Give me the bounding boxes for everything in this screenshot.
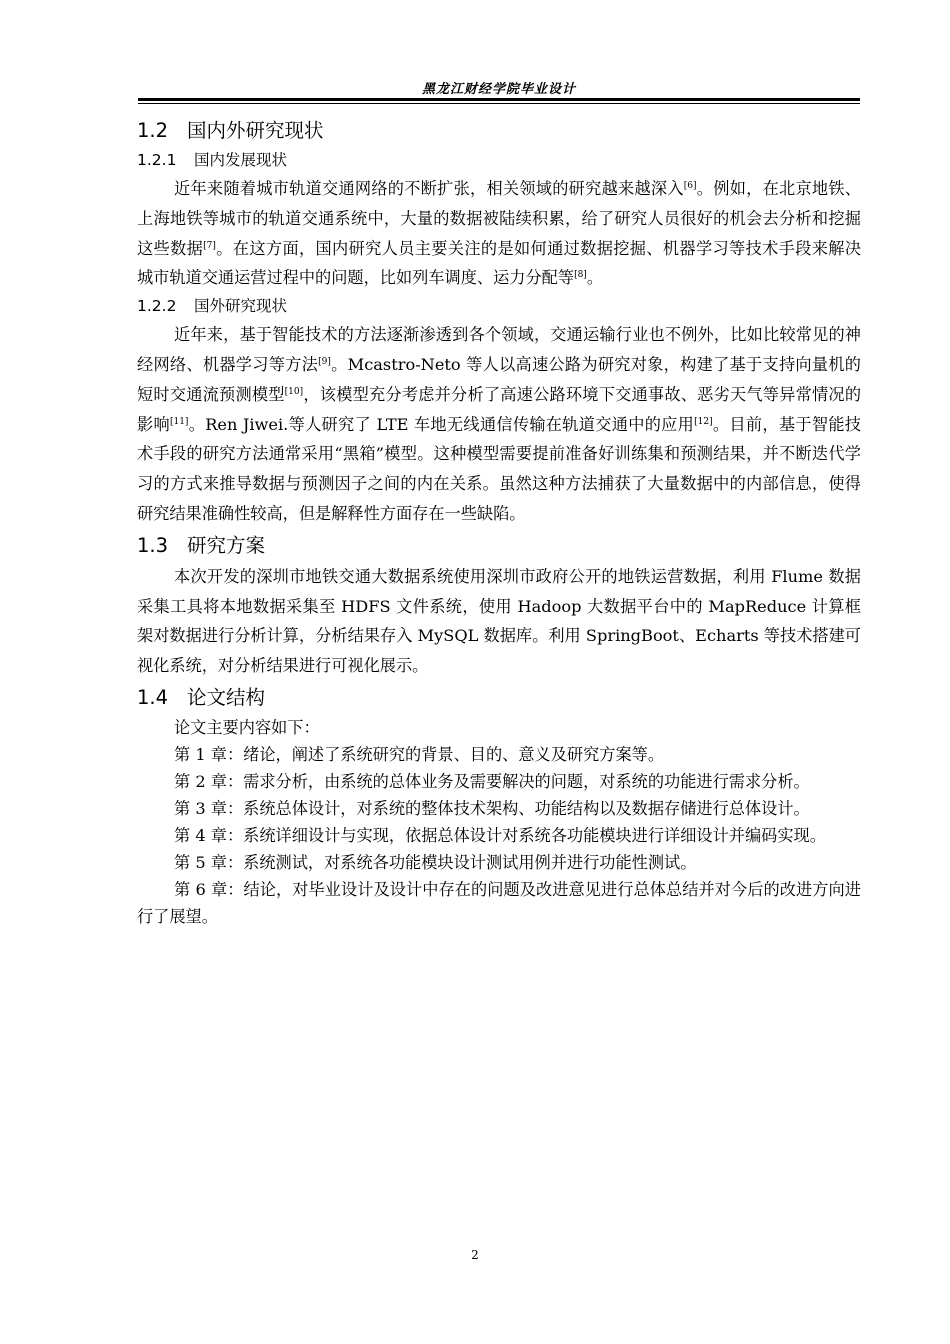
chapter-item: 第 5 章：系统测试，对系统各功能模块设计测试用例并进行功能性测试。 (174, 852, 697, 872)
section-number: 1.4 (137, 685, 169, 709)
paragraph-foreign (137, 320, 861, 529)
paragraph-research-plan: 本次开发的深圳市地铁交通大数据系统使用深圳市政府公开的地铁运营数据，利用 Flume 数据采集工具将本地数据采集至 HDFS 文件系统，使用 Hadoop 大数据平台中的 MapReduce 计算框架对数据进行分析计算，分析结果存入 MySQL 数据库。利用 SpringBoot、Echarts 等技术搭建可视化系统，对分析结果进行可视化展示。 (137, 566, 861, 676)
section-number: 1.3 (137, 533, 169, 557)
citation-ref: [8] (574, 270, 587, 281)
text-run: 。 (586, 268, 603, 288)
chapter-item: 第 2 章：需求分析，由系统的总体业务及需要解决的问题，对系统的功能进行需求分析。 (174, 771, 810, 791)
section-title: 研究方案 (187, 533, 266, 557)
text-run: 。Mcastro-Neto 等人以高速公路为研究对象，构建了基于支持向量机的短时交通流预测模型 (137, 354, 861, 404)
citation-ref: [10] (284, 386, 304, 397)
section-heading-1-2 (137, 114, 861, 147)
section-title: 国内发展现状 (194, 151, 288, 169)
citation-ref: [9] (318, 356, 331, 367)
section-number: 1.2 (137, 119, 169, 142)
text-run: 近年来随着城市轨道交通网络的不断扩张，相关领域的研究越来越深入 (174, 179, 684, 198)
section-title: 论文结构 (187, 685, 266, 709)
text-run: ，该模型充分考虑并分析了高速公路环境下交通事故、恶劣天气等异常情况的影响 (137, 384, 862, 434)
paragraph-structure-intro: 论文主要内容如下： (174, 717, 320, 737)
citation-ref: [7] (203, 240, 216, 251)
section-heading-1-2-1 (137, 147, 861, 174)
paragraph-domestic (137, 174, 861, 293)
section-heading-1-4 (137, 681, 861, 714)
citation-ref: [11] (169, 416, 189, 427)
body-content (137, 114, 861, 930)
chapter-item: 第 6 章：结论，对毕业设计及设计中存在的问题及改进意见进行总体总结并对今后的改进方向进行了展望。 (137, 879, 861, 926)
text-run: 。Ren Jiwei.等人研究了 LTE 车地无线通信传输在轨道交通中的应用 (188, 414, 695, 434)
section-heading-1-2-2 (137, 293, 861, 320)
page-number: 2 (471, 1248, 479, 1262)
chapter-item: 第 1 章：绪论，阐述了系统研究的背景、目的、意义及研究方案等。 (174, 744, 665, 764)
text-run: 。例如，在北京地铁、上海地铁等城市的轨道交通系统中，大量的数据被陆续积累，给了研究人员很好的机会去分析和挖掘这些数据 (137, 179, 861, 258)
citation-ref: [6] (683, 181, 697, 191)
header-rule-thick (138, 98, 860, 101)
section-title: 国外研究现状 (194, 297, 288, 316)
header-rule-thin (138, 103, 860, 104)
section-number: 1.2.2 (137, 297, 177, 316)
section-heading-1-3 (137, 529, 861, 562)
chapter-item: 第 3 章：系统总体设计，对系统的整体技术架构、功能结构以及数据存储进行总体设计。 (174, 798, 810, 818)
citation-ref: [12] (694, 416, 713, 427)
text-run: 。目前，基于智能技术手段的研究方法通常采用“黑箱”模型。这种模型需要提前准备好训练集和预测结果，并不断迭代学习的方式来推导数据与预测因子之间的内在关系。虽然这种方法捕获了大量数据中的内部信息，使得研究结果准确性较高，但是解释性方面存在一些缺陷。 (137, 414, 861, 523)
chapter-item: 第 4 章：系统详细设计与实现，依据总体设计对系统各功能模块进行详细设计并编码实现。 (174, 825, 826, 845)
section-number: 1.2.1 (137, 151, 177, 169)
section-title: 国内外研究现状 (187, 119, 324, 142)
running-header: 黑龙江财经学院毕业设计 (421, 82, 576, 97)
text-run: 。在这方面，国内研究人员主要关注的是如何通过数据挖掘、机器学习等技术手段来解决城市轨道交通运营过程中的问题，比如列车调度、运力分配等 (137, 238, 862, 288)
text-run: 近年来，基于智能技术的方法逐渐渗透到各个领域，交通运输行业也不例外，比如比较常见的神经网络、机器学习等方法 (137, 325, 861, 374)
